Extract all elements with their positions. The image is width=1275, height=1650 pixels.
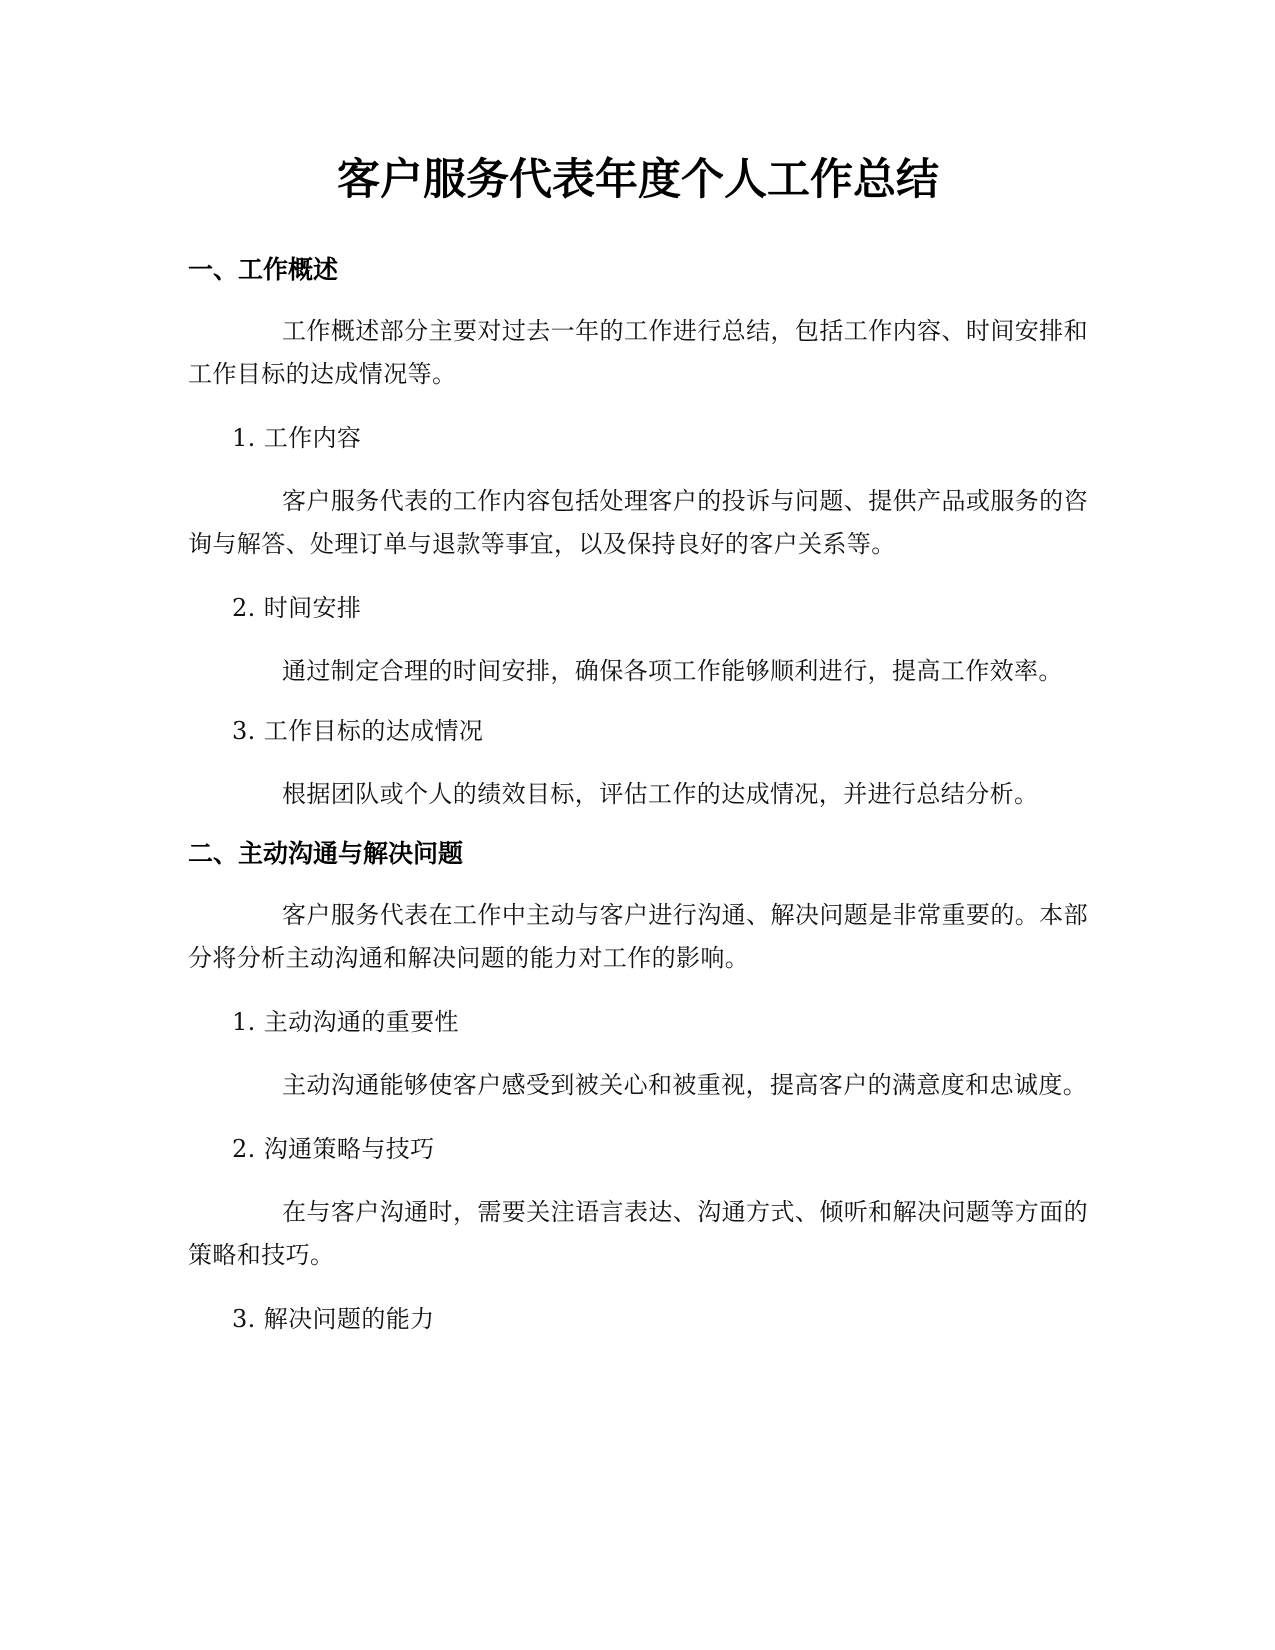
section-heading-communication: 二、主动沟通与解决问题 bbox=[188, 839, 464, 868]
subheading: 2. 时间安排 bbox=[232, 594, 362, 622]
paragraph: 工作概述部分主要对过去一年的工作进行总结，包括工作内容、时间安排和工作目标的达成情况等。 bbox=[188, 317, 1088, 388]
paragraph: 主动沟通能够使客户感受到被关心和被重视，提高客户的满意度和忠诚度。 bbox=[282, 1071, 1088, 1099]
paragraph: 客户服务代表的工作内容包括处理客户的投诉与问题、提供产品或服务的咨询与解答、处理订单与退款等事宜，以及保持良好的客户关系等。 bbox=[188, 487, 1088, 558]
subheading: 3. 解决问题的能力 bbox=[232, 1305, 435, 1333]
paragraph: 通过制定合理的时间安排，确保各项工作能够顺利进行，提高工作效率。 bbox=[282, 657, 1063, 685]
document-body bbox=[188, 150, 1088, 1337]
subheading: 2. 沟通策略与技巧 bbox=[232, 1135, 435, 1163]
subheading: 3. 工作目标的达成情况 bbox=[232, 717, 484, 745]
paragraph: 客户服务代表在工作中主动与客户进行沟通、解决问题是非常重要的。本部分将分析主动沟通和解决问题的能力对工作的影响。 bbox=[188, 901, 1088, 972]
paragraph: 根据团队或个人的绩效目标，评估工作的达成情况，并进行总结分析。 bbox=[282, 780, 1039, 808]
subheading: 1. 工作内容 bbox=[232, 424, 362, 452]
paragraph: 在与客户沟通时，需要关注语言表达、沟通方式、倾听和解决问题等方面的策略和技巧。 bbox=[188, 1198, 1088, 1269]
section-heading-overview: 一、工作概述 bbox=[188, 255, 339, 284]
subheading: 1. 主动沟通的重要性 bbox=[232, 1008, 459, 1036]
document-title: 客户服务代表年度个人工作总结 bbox=[337, 155, 939, 205]
